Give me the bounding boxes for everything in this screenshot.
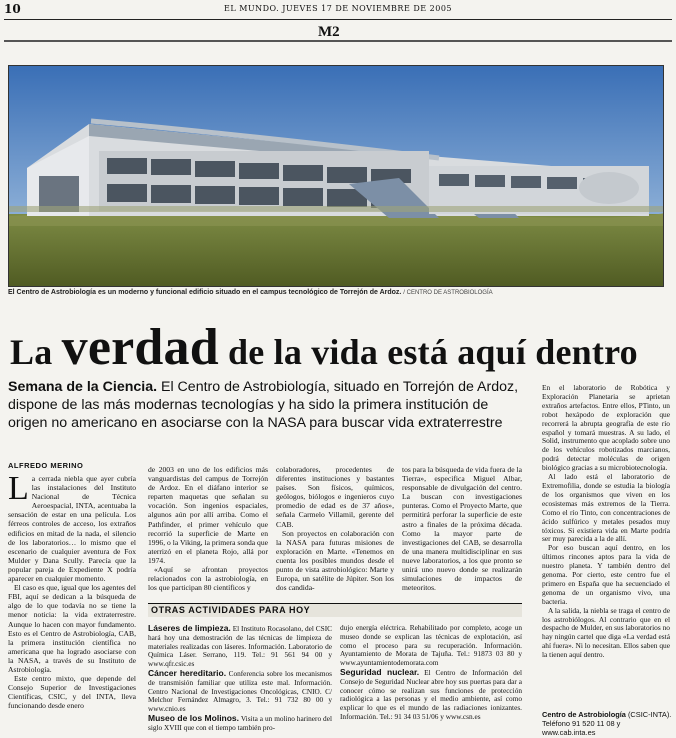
caption-text: El Centro de Astrobiología es un moderno y funcional edificio situado en el campus tecnológico de Torrejón de Ardoz. <box>8 289 402 296</box>
activity-item: Láseres de limpieza. El Instituto Rocasolano, del CSIC hará hoy una demostración de las técnicas de limpieza de materiales realizadas con láseres. Información. Laboratorio de Química Láser. Serrano, 119. Tel.: 91 561 94 00 y www.qfr.csic.es <box>148 623 333 669</box>
article-column-3 <box>276 465 394 592</box>
byline: ALFREDO MERINO <box>8 461 84 470</box>
standfirst-text: El Centro de Astrobiología, situado en Torrejón de Ardoz, dispone de las más modernas tecnologías y ha sido la primera institución de origen no americano en asociarse con la NASA para buscar vida extraterrestre <box>8 379 519 431</box>
standfirst-lead: Semana de la Ciencia. <box>8 379 158 395</box>
activity-item: Cáncer hereditario. Conferencia sobre los mecanismos de transmisión familiar que utiliza este mal. Información. Centro Nacional de Investigaciones Oncológicas, CNIO. C/ Melchor Fernández Almagro, 3. Tel.: 91 732 80 00 y www.cnio.es <box>148 667 332 714</box>
section-label: M2 <box>318 24 340 40</box>
newspaper-dateline: EL MUNDO. JUEVES 17 DE NOVIEMBRE DE 2005 <box>224 4 452 13</box>
page-header <box>0 0 676 26</box>
paragraph: A la salida, la niebla se traga el centro de los astrobiólogos. Al contrario que en el despacho de Mulder, en sus laboratorios no hay ningún cartel que diga «La verdad está ahí fuera». Ni lo necesitan. Ellos saben que la tienen aquí dentro. <box>542 605 670 660</box>
article-column-2 <box>148 465 268 592</box>
headline-big-word: verdad <box>61 319 219 376</box>
activities-box-header <box>148 603 522 617</box>
paragraph: Al lado está el laboratorio de Extremofilia, donde se estudia la biología de los organismos que viven en los ecosistemas más extremos de la Tierra. Como el río Tinto, con concentraciones de ácido sulfúrico y metales pesados muy tóxicos. Si existiera vida en Marte podría ser muy parecida a la de allí. <box>542 472 670 544</box>
activities-title: OTRAS ACTIVIDADES PARA HOY <box>151 605 311 615</box>
paragraph: tos para la búsqueda de vida fuera de la Tierra», especifica Miguel Albar, responsable de divulgación del centro. La buscan con investigaciones punteras. Como el Proyecto Marte, que permitirá perforar la superficie de este astro a finales de la próxima década. Como la mayor parte de investigaciones del CAB, se desarrolla de una manera multidisciplinar en sus nueve laboratorios, a los que pronto se unirá uno nuevo donde se realizarán simulaciones de impactos de meteoritos. <box>402 465 522 593</box>
paragraph: Son proyectos en colaboración con la NASA para futuras misiones de exploración en Marte. «Tenemos en cuenta los posibles mundos desde el punto de vista astrobiológico: Marte y Europa, un satélite de Júpiter. Son los dos candida- <box>276 528 394 593</box>
headline <box>10 318 670 377</box>
astrobiology-center-illustration <box>9 66 664 287</box>
page-number: 10 <box>4 2 21 16</box>
headline-part1: La <box>10 332 53 372</box>
paragraph: Por eso buscan aquí dentro, en los últimos rincones aptos para la vida de nuestro planeta. Y también dentro del genoma. Por cierto, este centro fue el primero en España que ha secuenciado el genoma de un organismo vivo, una bacteria. <box>542 543 670 606</box>
paragraph: En el laboratorio de Robótica y Exploración Planetaria se aprietan extraños artefactos. Entre ellos, PTinto, un robot hexápodo de exploración que recorrerá la abrupta geografía de este río español y tomará muestras. A su lado, el Solid, instrumento que acoplado sobre uno de los vehículos robotizados marcianos, podrá detectar moléculas de origen biológico gracias a su microbiotecnología. <box>542 383 670 473</box>
photo-caption <box>8 289 664 296</box>
section-rule <box>4 40 672 42</box>
paragraph: colaboradores, procedentes de diferentes instituciones y bastantes países. Son físicos, químicos, geólogos, biólogos e ingenieros cuyo promedio de edad es de 37 años», señala Carmelo Villamil, gerente del CAB. <box>276 465 394 529</box>
activity-item: Seguridad nuclear. El Centro de Información del Consejo de Seguridad Nuclear abre hoy sus puertas para dar a conocer cómo se realizan sus funciones de protección radiológica a las personas y el medio ambiente, así como explicar lo que es el mundo de las radiaciones ionizantes. Información. Tel.: 91 34 03 51/06 y www.csn.es <box>340 666 522 721</box>
paragraph: El caso es que, igual que los agentes del FBI, aquí se dedican a la búsqueda de algo de lo que todavía no se tiene la menor noticia: la vida extraterrestre. Aunque lo hacen con mayor fundamento. Esto es el Centro de Astrobiología, CAB, la primera institución científica no americana que ha logrado asociarse con la NASA, a través de su Instituto de Astrobiología. <box>8 583 136 674</box>
activities-column-right <box>340 624 522 722</box>
standfirst <box>8 378 530 432</box>
article-column-1 <box>8 470 136 711</box>
headline-part2: de la vida está aquí dentro <box>228 332 638 372</box>
paragraph: de 2003 en uno de los edificios más vanguardistas del campus de Torrejón de Ardoz. En el diáfano interior se reparten maquetas que señalan su vocación. Son ingenios espaciales, algunos aún por allí arriba. Como el Pathfinder, el primer vehículo que recorrió la superficie de Marte en 1996, o la Viking, la primera sonda que aterrizó en el planeta Rojo, allá por 1974. <box>148 465 268 565</box>
header-rule <box>4 19 672 20</box>
contact-info <box>542 710 672 738</box>
drop-cap: L <box>8 470 29 507</box>
paragraph: La cerrada niebla que ayer cubría las instalaciones del Instituto Nacional de Técnica Aeroespacial, INTA, acentuaba la sensación de estar en una película. Los férreos controles de acceso, los extraños edificios en mitad de la nada, el silencio de los laboratorios… lo mismo que el escenario de cualquier aventura de Fox Mulder y Dana Scully. Parecía que la popular pareja de Expediente X podría aparecer en cualquier momento. <box>8 470 136 584</box>
contact-name: Centro de Astrobiología <box>542 710 626 719</box>
activity-item: Museo de los Molinos. Visita a un molino harinero del siglo XVIII que con el tiempo también pro- <box>148 712 332 732</box>
article-column-4 <box>402 465 522 592</box>
building-photo <box>8 65 664 287</box>
paragraph: Este centro mixto, que depende del Consejo Superior de Investigaciones Científicas, CSIC, y del INTA, lleva funcionando desde enero <box>8 674 136 711</box>
paragraph: «Aquí se afrontan proyectos relacionados con la astrobiología, en los que participan 80 científicos y <box>148 565 268 593</box>
article-column-5 <box>542 384 670 660</box>
photo-credit: / CENTRO DE ASTROBIOLOGÍA <box>403 290 493 296</box>
contact-details: (CSIC-INTA). Teléfono 91 520 11 08 y www.cab.inta.es <box>542 710 672 738</box>
activity-item-continued: dujo energía eléctrica. Rehabilitado por completo, acoge un museo donde se explican las técnicas de explotación, así como el proceso para su recuperación. Información. Ayuntamiento de Morata de Tajuña. Tel.: 91873 03 80 y www.ayuntamientodemorata.com <box>340 623 522 668</box>
activities-column-left <box>148 624 332 733</box>
